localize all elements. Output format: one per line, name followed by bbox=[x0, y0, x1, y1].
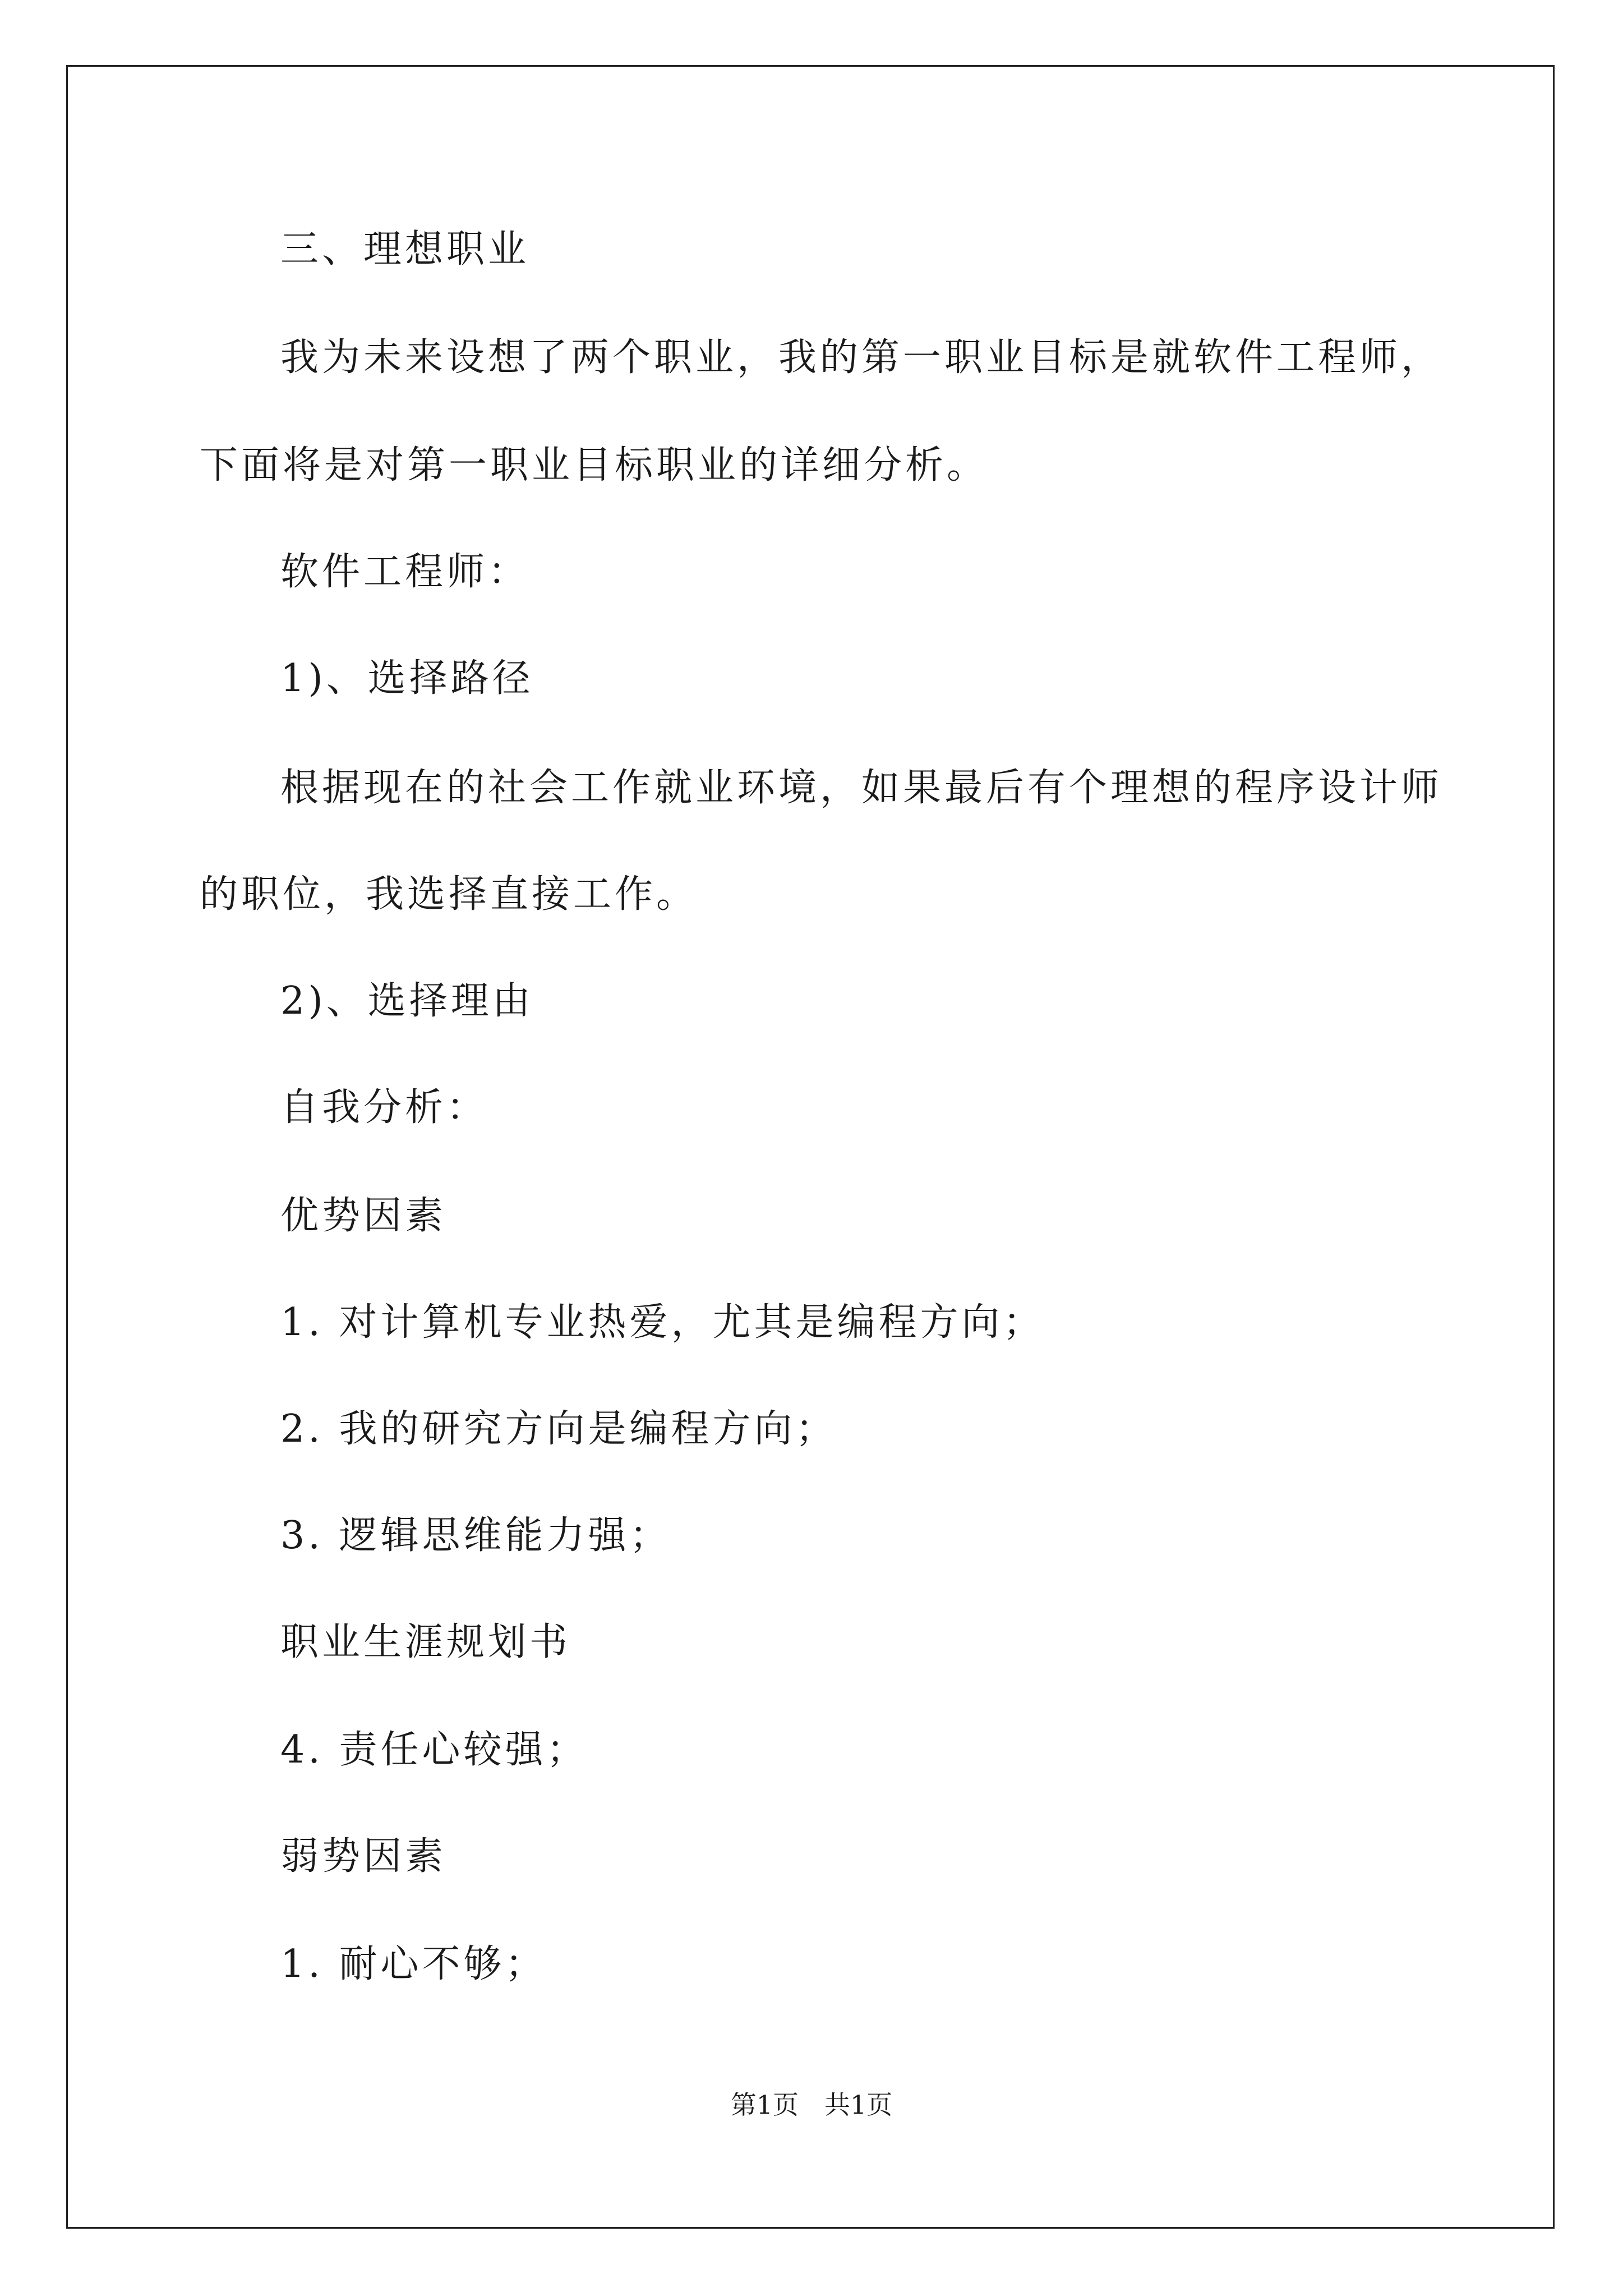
section-heading: 三、理想职业 bbox=[280, 227, 530, 272]
paragraph-line: 的职位，我选择直接工作。 bbox=[200, 872, 698, 917]
paragraph-line: 优势因素 bbox=[280, 1194, 447, 1238]
list-item: 3. 逻辑思维能力强； bbox=[280, 1513, 671, 1558]
list-item: 1. 对计算机专业热爱，尤其是编程方向； bbox=[280, 1300, 1045, 1345]
paragraph-line: 职业生涯规划书 bbox=[280, 1620, 571, 1664]
page-border bbox=[66, 65, 1555, 2229]
page-footer: 第1页 共1页 bbox=[730, 2090, 893, 2120]
paragraph-line: 我为未来设想了两个职业，我的第一职业目标是就软件工程师， bbox=[280, 335, 1443, 380]
list-item: 1. 耐心不够； bbox=[280, 1942, 547, 1986]
paragraph-line: 自我分析： bbox=[280, 1085, 488, 1130]
paragraph-line: 弱势因素 bbox=[280, 1834, 447, 1879]
list-item: 2. 我的研究方向是编程方向； bbox=[280, 1407, 837, 1451]
list-item: 4. 责任心较强； bbox=[280, 1728, 588, 1772]
paragraph-line: 下面将是对第一职业目标职业的详细分析。 bbox=[200, 443, 989, 487]
paragraph-line: 1)、选择路径 bbox=[280, 656, 534, 701]
paragraph-line: 根据现在的社会工作就业环境，如果最后有个理想的程序设计师 bbox=[280, 766, 1443, 810]
paragraph-line: 软件工程师： bbox=[280, 550, 530, 594]
paragraph-line: 2)、选择理由 bbox=[280, 979, 534, 1023]
